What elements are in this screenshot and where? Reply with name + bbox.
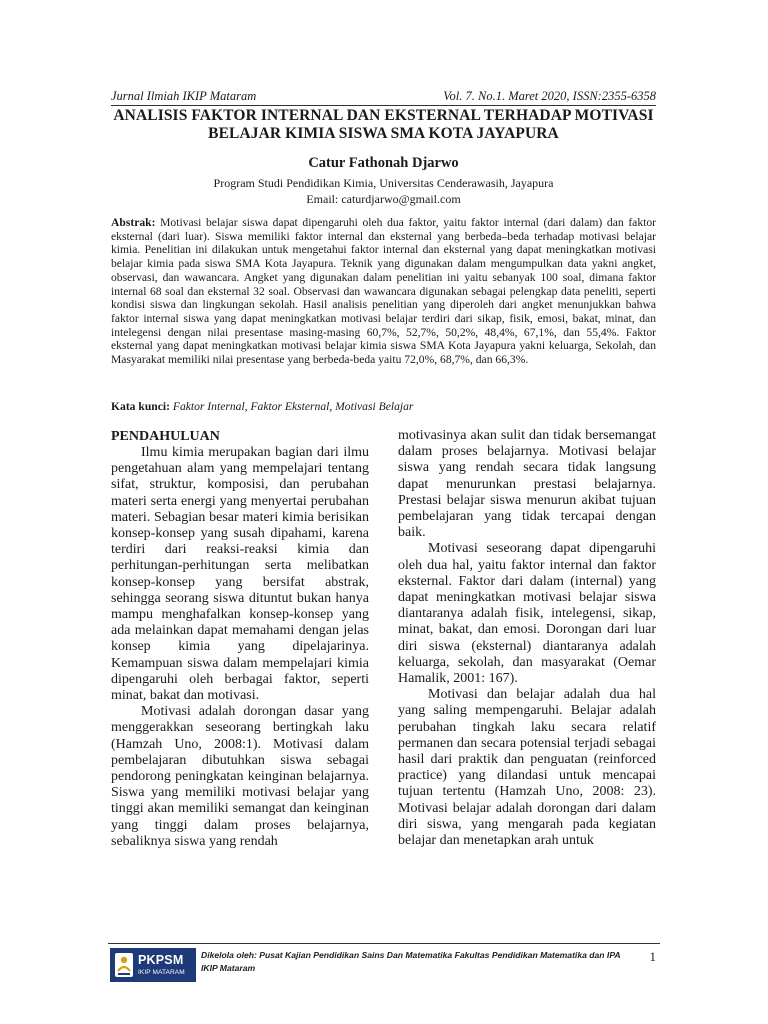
header-divider	[111, 105, 656, 106]
author-email: Email: caturdjarwo@gmail.com	[306, 192, 461, 206]
journal-volume: Vol. 7. No.1. Maret 2020, ISSN:2355-6358	[443, 89, 656, 103]
keywords-text: Faktor Internal, Faktor Eksternal, Motivasi Belajar	[172, 400, 414, 413]
keywords-label: Kata kunci:	[111, 400, 170, 413]
paragraph: Motivasi adalah dorongan dasar yang menggerakkan seseorang bertingkah laku (Hamzah Uno, 2008:1). Motivasi dalam pembelajaran dibutuhkan siswa sebagai pendorong peningkatan keinginan belajarnya. Siswa yang memiliki motivasi belajar yang tinggi akan memiliki semangat dan keinginan yang tinggi dalam proses belajarnya, sebaliknya siswa yang rendah	[111, 704, 369, 849]
abstract	[111, 216, 656, 367]
journal-name: Jurnal Ilmiah IKIP Mataram	[111, 89, 257, 103]
pkpsm-emblem-icon	[113, 951, 135, 979]
paragraph: Motivasi seseorang dapat dipengaruhi oleh dua hal, yaitu faktor internal dan faktor eksternal. Faktor dari dalam (internal) yang dapat meningkatkan motivasi belajar siswa diantaranya adalah fisik, intelegensi, sikap, minat, bakat, dan emosi. Dorongan dari luar diri siswa (eksternal) diantaranya adalah keluarga, sekolah, dan masyarakat (Oemar Hamalik, 2001: 167).	[398, 541, 656, 687]
body-column-right	[398, 428, 656, 849]
paragraph: motivasinya akan sulit dan tidak bersemangat dalam proses belajarnya. Motivasi belajar siswa yang rendah secara tidak langsung dapat menurunkan prestasi belajarnya. Prestasi belajar siswa menurun akibat tujuan pembelajaran yang tidak tercapai dengan baik.	[398, 428, 656, 541]
section-heading: PENDAHULUAN	[111, 429, 220, 444]
logo-main-text: PKPSM	[138, 953, 184, 967]
title-line-1: ANALISIS FAKTOR INTERNAL DAN EKSTERNAL TERHADAP MOTIVASI	[113, 107, 654, 124]
logo-sub-text: IKIP MATARAM	[138, 968, 185, 976]
paragraph: Ilmu kimia merupakan bagian dari ilmu pengetahuan alam yang mempelajari tentang sifat, struktur, komposisi, dan perubahan materi serta energi yang menyertai perubahan materi. Sebagian besar materi kimia berisikan konsep-konsep yang susah dipahami, karena terdiri dari reaksi-reaksi kimia dan perhitungan-perhitungan serta melibatkan konsep-konsep yang bersifat abstrak, sehingga seorang siswa dituntut bukan hanya mampu menghafalkan konsep-konsep yang ada melainkan dapat memahami dengan jelas konsep kimia yang dipelajarinya. Kemampuan siswa dalam mempelajari kimia dipengaruhi oleh berbagai faktor, seperti minat, bakat dan motivasi.	[111, 445, 369, 704]
paper-title	[111, 107, 656, 143]
keywords	[111, 400, 656, 413]
abstract-label: Abstrak:	[111, 216, 156, 229]
author-name: Catur Fathonah Djarwo	[308, 155, 459, 171]
author-affiliation: Program Studi Pendidikan Kimia, Universitas Cenderawasih, Jayapura	[213, 176, 554, 190]
footer-divider	[108, 943, 660, 944]
title-line-2: BELAJAR KIMIA SISWA SMA KOTA JAYAPURA	[208, 125, 559, 142]
paragraph: Motivasi dan belajar adalah dua hal yang saling mempengaruhi. Belajar adalah perubahan tingkah laku secara relatif permanen dan secara potensial terjadi sebagai hasil dari praktik dan penguatan (reinforced practice) yang dilandasi untuk mencapai tujuan tertentu (Hamzah Uno, 2008: 23). Motivasi belajar adalah dorongan dari dalam diri siswa, yang mengarah pada kegiatan belajar dan menetapkan arah untuk	[398, 687, 656, 849]
body-column-left	[111, 428, 369, 850]
pkpsm-logo	[110, 948, 196, 982]
author-affiliation-block	[111, 175, 656, 207]
page-number: 1	[649, 949, 656, 964]
footer-managed-by: Dikelola oleh: Pusat Kajian Pendidikan Sains Dan Matematika Fakultas Pendidikan Matematika dan IPA IKIP Mataram	[201, 950, 621, 973]
abstract-text: Motivasi belajar siswa dapat dipengaruhi oleh dua faktor, yaitu faktor internal (dari dalam) dan faktor eksternal (dari luar). Siswa memiliki faktor internal dan eksternal yang berbeda–beda terhadap motivasi belajar kimia. Penelitian ini dilakukan untuk mengetahui faktor internal dan eksternal yang dapat meningkatkan motivasi belajar kimia pada siswa SMA Kota Jayapura. Teknik yang digunakan dalam mengumpulkan data yakni angket, observasi, dan wawancara. Angket yang digunakan dalam penelitian ini yaitu sebanyak 100 soal, dimana faktor internal 68 soal dan eksternal 32 soal. Observasi dan wawancara digunakan sebagai pelengkap data peneliti, seperti kondisi siswa dan lingkungan sekolah. Hasil analisis penelitian yang diperoleh dari angket menunjukkan bahwa faktor internal siswa yang dapat meningkatkan motivasi belajar terdiri dari sikap, fisik, emosi, bakat, minat, dan intelegensi dengan nilai presentase masing-masing 60,7%, 52,7%, 50,2%, 48,4%, 67,1%, dan 55,4%. Faktor eksternal yang dapat meningkatkan motivasi belajar kimia siswa SMA Kota Jayapura yakni keluarga, Sekolah, dan Masyarakat memiliki nilai presentase yang berbeda-beda yaitu 72,0%, 68,7%, dan 66,3%.	[111, 216, 657, 367]
